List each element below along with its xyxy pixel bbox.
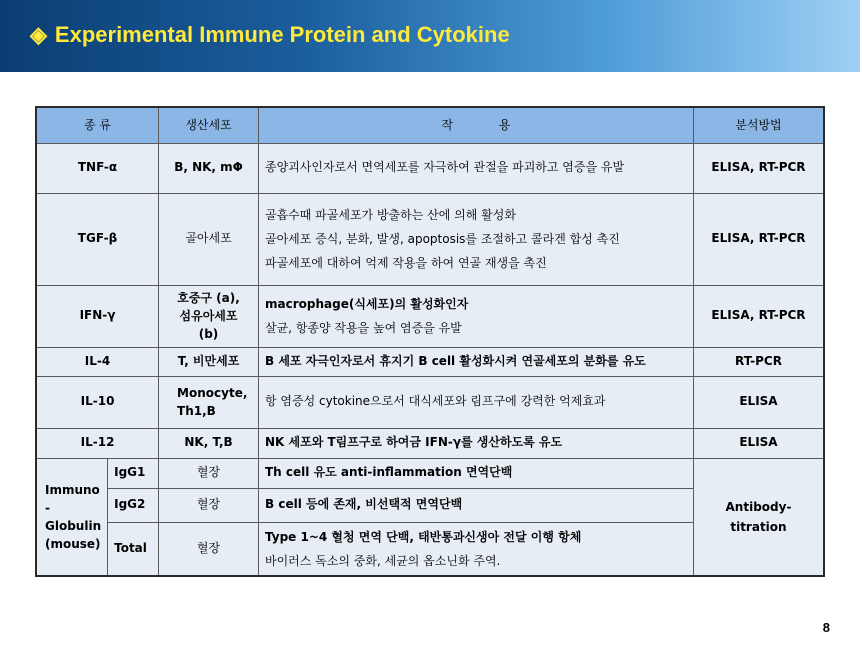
producing-cells: 혈장 xyxy=(159,488,259,522)
immunoglobulin-label xyxy=(36,458,108,576)
slide-title-text: Experimental Immune Protein and Cytokine xyxy=(54,22,510,47)
action-text: 종양괴사인자로서 면역세포를 자극하여 관절을 파괴하고 염증을 유발 xyxy=(259,143,694,193)
action-line: Type 1~4 혈청 면역 단백, 태반통과신생아 전달 이행 항체 xyxy=(265,529,582,544)
action-line: 골아세포 증식, 분화, 발생, apoptosis를 조절하고 콜라겐 합성 촉진 xyxy=(265,232,620,246)
label-line: (mouse) xyxy=(45,536,101,551)
slide-title xyxy=(30,22,510,48)
cytokine-name: IFN-γ xyxy=(36,285,159,347)
table-row xyxy=(36,428,824,458)
cytokine-name: IL-12 xyxy=(36,428,159,458)
producing-cells: 혈장 xyxy=(159,522,259,576)
label-line: - xyxy=(45,500,50,515)
label-line: Immuno xyxy=(45,482,100,497)
table-row xyxy=(36,347,824,376)
action-text: 항 염증성 cytokine으로서 대식세포와 림프구에 강력한 억제효과 xyxy=(259,376,694,428)
header-action: 작 용 xyxy=(259,107,694,143)
producing-cells: NK, T,B xyxy=(159,428,259,458)
cell-line: 섬유아세포 xyxy=(179,309,238,323)
action-line: 파골세포에 대하여 억제 작용을 하여 연골 재생을 촉진 xyxy=(265,256,547,270)
action-text: Th cell 유도 anti-inflammation 면역단백 xyxy=(259,458,694,488)
action-line: 바이러스 독소의 중화, 세균의 옵소닌화 주역. xyxy=(265,553,501,568)
action-text xyxy=(259,193,694,285)
subclass-name: IgG2 xyxy=(108,488,159,522)
action-text: NK 세포와 T림프구로 하여금 IFN-γ를 생산하도록 유도 xyxy=(259,428,694,458)
producing-cells: B, NK, mΦ xyxy=(159,143,259,193)
label-line: Globulin xyxy=(45,518,102,533)
producing-cells: T, 비만세포 xyxy=(159,347,259,376)
subclass-name: IgG1 xyxy=(108,458,159,488)
title-banner xyxy=(0,0,860,72)
table-row xyxy=(36,143,824,193)
subclass-name: Total xyxy=(108,522,159,576)
header-cells: 생산세포 xyxy=(159,107,259,143)
analysis-method xyxy=(693,458,824,576)
analysis-method: ELISA xyxy=(693,376,824,428)
cell-line: (b) xyxy=(198,327,219,341)
action-line: 살균, 항종양 작용을 높여 염증을 유발 xyxy=(265,321,462,335)
analysis-method: RT-PCR xyxy=(693,347,824,376)
table-row xyxy=(36,376,824,428)
cell-line: 호중구 (a), xyxy=(177,291,240,305)
cytokine-table xyxy=(35,106,825,577)
table-row xyxy=(36,458,824,488)
method-line: titration xyxy=(730,519,787,534)
table-row xyxy=(36,285,824,347)
header-row xyxy=(36,107,824,143)
action-line: macrophage(식세포)의 활성화인자 xyxy=(265,297,469,311)
action-text: B 세포 자극인자로서 휴지기 B cell 활성화시켜 연골세포의 분화를 유도 xyxy=(259,347,694,376)
analysis-method: ELISA, RT-PCR xyxy=(693,143,824,193)
header-type: 종 류 xyxy=(36,107,159,143)
page-number: 8 xyxy=(822,620,830,635)
action-text xyxy=(259,285,694,347)
diamond-bullet-icon: ◈ xyxy=(30,22,47,47)
analysis-method: ELISA xyxy=(693,428,824,458)
analysis-method: ELISA, RT-PCR xyxy=(693,193,824,285)
action-line: 골흡수때 파골세포가 방출하는 산에 의해 활성화 xyxy=(265,208,516,222)
action-text: B cell 등에 존재, 비선택적 면역단백 xyxy=(259,488,694,522)
producing-cells: 골아세포 xyxy=(159,193,259,285)
producing-cells xyxy=(159,376,259,428)
cytokine-name: TNF-α xyxy=(36,143,159,193)
cell-line: Th1,B xyxy=(177,404,216,418)
cell-line: Monocyte, xyxy=(177,386,248,400)
action-text xyxy=(259,522,694,576)
table-row xyxy=(36,193,824,285)
header-method: 분석방법 xyxy=(693,107,824,143)
cytokine-name: IL-10 xyxy=(36,376,159,428)
producing-cells xyxy=(159,285,259,347)
cytokine-name: TGF-β xyxy=(36,193,159,285)
cytokine-name: IL-4 xyxy=(36,347,159,376)
analysis-method: ELISA, RT-PCR xyxy=(693,285,824,347)
method-line: Antibody- xyxy=(725,499,792,514)
producing-cells: 혈장 xyxy=(159,458,259,488)
